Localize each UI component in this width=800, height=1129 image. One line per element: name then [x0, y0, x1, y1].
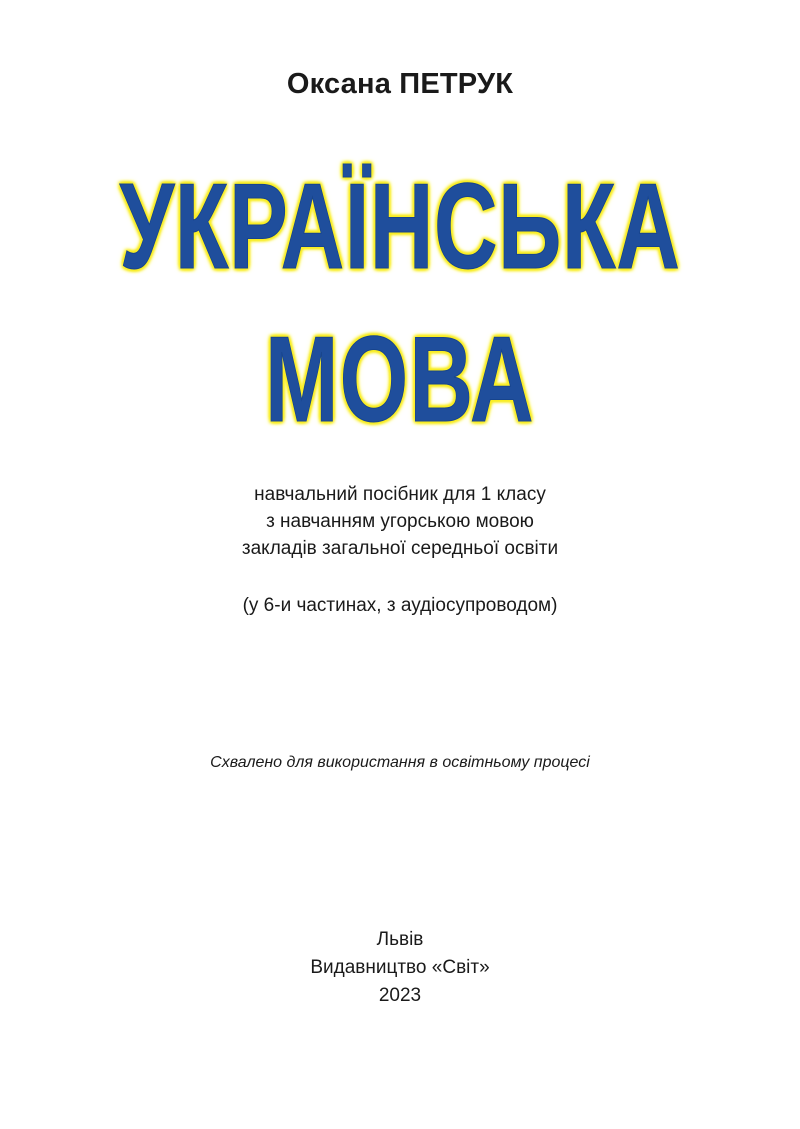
imprint-city: Львів — [376, 929, 424, 950]
parts-note: (у 6-и частинах, з аудіосупроводом) — [242, 595, 558, 616]
imprint-publisher: Видавництво «Світ» — [310, 957, 490, 978]
imprint-year: 2023 — [378, 985, 422, 1006]
book-title-line-1: УКРАЇНСЬКА — [119, 158, 681, 294]
approval-note: Схвалено для використання в освітньому процесі — [210, 754, 590, 771]
book-subtitle — [0, 481, 800, 562]
imprint — [0, 926, 800, 1010]
subtitle-line-2: з навчанням угорською мовою — [266, 511, 534, 532]
subtitle-line-3: закладів загальної середньої освіти — [241, 538, 559, 559]
subtitle-line-1: навчальний посібник для 1 класу — [254, 484, 546, 505]
author-name: Оксана ПЕТРУК — [286, 68, 514, 100]
book-title-line-2: МОВА — [265, 311, 535, 447]
